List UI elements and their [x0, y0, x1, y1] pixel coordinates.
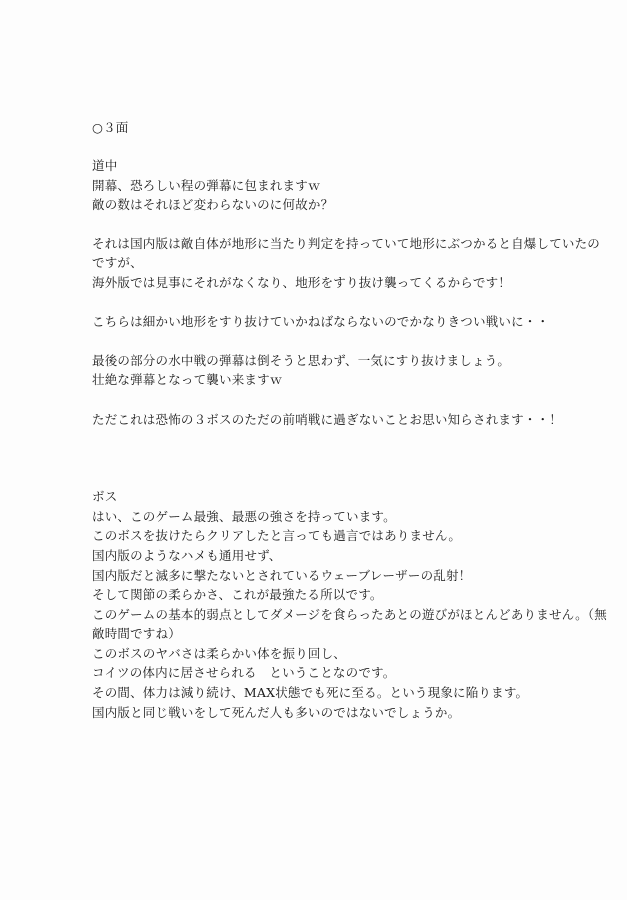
section-heading-boss: ボス — [92, 489, 118, 504]
paragraph-line: こちらは細かい地形をすり抜けていかねばならないのでかなりきつい戦いに・・ — [92, 314, 550, 329]
paragraph-line: 国内版だと滅多に撃たないとされているウェーブレーザーの乱射！ — [92, 568, 472, 583]
section-heading-stage3: ○３面 — [92, 120, 129, 135]
paragraph-line: その間、体力は減り続け、MAX状態でも死に至る。という現象に陥ります。 — [92, 685, 529, 700]
paragraph-line: 海外版では見事にそれがなくなり、地形をすり抜け襲ってくるからです！ — [92, 275, 511, 290]
paragraph-line: ただこれは恐怖の３ボスのただの前哨戦に過ぎないことお思い知らされます・・！ — [92, 412, 562, 427]
paragraph-line: このボスのヤバさは柔らかい体を振り回し、 — [92, 646, 347, 661]
paragraph-line: 開幕、恐ろしい程の弾幕に包まれますｗ — [92, 178, 321, 193]
paragraph-line: はい、このゲーム最強、最悪の強さを持っています。 — [92, 509, 396, 524]
paragraph-line: 最後の部分の水中戦の弾幕は倒そうと思わず、一気にすり抜けましょう。 — [92, 353, 511, 368]
paragraph-line: このゲームの基本的弱点としてダメージを食らったあとの遊びがほとんどありません。（無 — [92, 607, 607, 622]
paragraph-line: 敵の数はそれほど変わらないのに何故か？ — [92, 197, 334, 212]
paragraph-line: コイツの体内に居させられる ということなのです。 — [92, 665, 396, 680]
paragraph-line: 国内版と同じ戦いをして死んだ人も多いのではないでしょうか。 — [92, 705, 461, 720]
paragraph-line: このボスを抜けたらクリアしたと言っても過言ではありません。 — [92, 528, 462, 543]
paragraph-line: そして関節の柔らかさ、これが最強たる所以です。 — [92, 587, 383, 602]
paragraph-line: 敵時間ですね） — [92, 626, 181, 641]
paragraph-line: それは国内版は敵自体が地形に当たり判定を持っていて地形にぶつかると自爆していたの — [92, 236, 601, 251]
subheading-dochu: 道中 — [92, 158, 118, 173]
paragraph-line: ですが、 — [92, 255, 143, 270]
paragraph-line: 壮絶な弾幕となって襲い来ますｗ — [92, 372, 283, 387]
paragraph-line: 国内版のようなハメも通用せず、 — [92, 548, 282, 563]
